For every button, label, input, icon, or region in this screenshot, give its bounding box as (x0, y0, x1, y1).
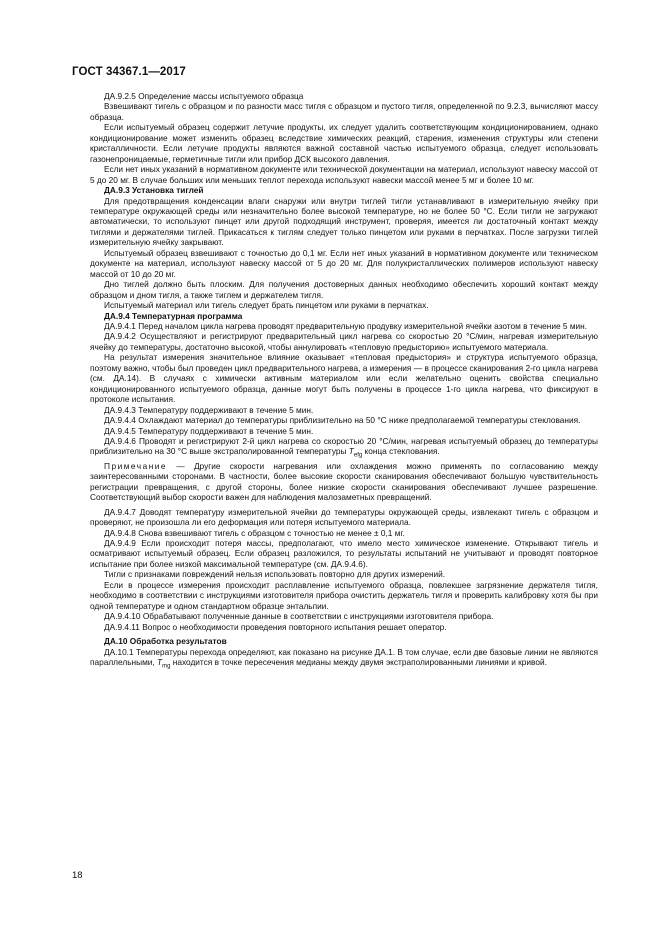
document-body (90, 91, 599, 670)
paragraph (90, 647, 598, 668)
paragraph: ДА.9.4.1 Перед началом цикла нагрева проводят предварительную продувку измерительной ячейки азотом в течение 5 мин. (104, 320, 588, 331)
note-text: — Другие скорости нагревания или охлаждения можно применять по согласованию между заинтересованными сторонами. В частности, более высокие скорости сканирования обеспечивают большую чувствительность регистрации превращения, с другой стороны, более низкие скорости сканирования обеспечивают лучшее разрешение. Соответствующий выбор скорости важен для наблюдения малозаметных превращений. (90, 460, 599, 503)
paragraph: Если в процессе измерения происходит расплавление испытуемого образца, повлекшее загрязнение держателя тигля, необходимо в соответствии с инструкциями изготовителя прибора очистить держатель тигля и проверить калибровку хотя бы при одной температуре и одном стандартном образце энтальпии. (90, 579, 598, 611)
paragraph: ДА.9.4.5 Температуру поддерживают в течение 5 мин. (104, 425, 314, 436)
paragraph (90, 435, 598, 460)
paragraph-text: ДА.10.1 Температуры перехода определяют, как показано на рисунке ДА.1. В том случае, если две базовые линии не являются параллельными, (90, 646, 598, 668)
paragraph-text: ДА.9.4.6 Проводят и регистрируют 2-й цикл нагрева со скоростью 20 °С/мин, нагревая испытуемый образец до температуры приблизительно на 30 °С выше экстраполированной температуры (90, 435, 598, 457)
symbol-t-mg: T (157, 657, 163, 668)
symbol-t-efg: T (348, 446, 354, 457)
note-label: Примечание (104, 460, 168, 471)
paragraph: ДА.9.4.8 Снова взвешивают тигель с образцом с точностью не менее ± 0,1 мг. (104, 527, 405, 538)
paragraph: Дно тиглей должно быть плоским. Для получения достоверных данных необходимо обеспечить хороший контакт между образцом и дном тигля, а также тиглем и держателем тигля. (90, 279, 598, 300)
paragraph: ДА.9.4.7 Доводят температуру измерительной ячейки до температуры окружающей среды, извлекают тигель с образцом и проверяют, не произошла ли его деформация или потеря испытуемого материала. (90, 506, 598, 528)
document-header: ГОСТ 34367.1—2017 (72, 66, 186, 78)
paragraph: Испытуемый материал или тигель следует брать пинцетом или руками в перчатках. (104, 300, 429, 311)
paragraph: ДА.9.4.11 Вопрос о необходимости проведения повторного испытания решает оператор. (104, 621, 447, 632)
paragraph: ДА.9.4.4 Охлаждают материал до температуры приблизительно на 50 °С ниже предполагаемой температуры стеклования. (104, 415, 581, 426)
paragraph: Взвешивают тигель с образцом и по разности масс тигля с образцом и пустого тигля, определенной по 9.2.3, вычисляют массу образца. (90, 101, 598, 122)
paragraph: ДА.9.4.9 Если происходит потеря массы, предполагают, что имело место химическое изменение. Открывают тигель и осматривают испытуемый образец. Если образец разложился, то результаты испытаний не учитывают и проводят повторное испытание при более низкой максимальной температуре (см. ДА.9.4.6). (90, 538, 598, 569)
symbol-t-efg-subscript: efg (353, 453, 363, 460)
paragraph: Если испытуемый образец содержит летучие продукты, их следует удалить соответствующим кондиционированием, однако кондиционирование может изменить образец вследствие химических реакций, старения, изменения структуры или степени кристалличности. Если летучие продукты являются важной составной частью испытуемого образца, следует использовать газонепроницаемые, герметичные тигли или прибор ДСК высокого давления. (90, 122, 598, 164)
paragraph: ДА.9.4.2 Осуществляют и регистрируют предварительный цикл нагрева со скоростью 20 °С/мин, нагревая измерительную ячейку до температуры, достаточно высокой, чтобы аннулировать «тепловую предысторию» испытуемого материала. (90, 331, 598, 352)
section-heading: ДА.10 Обработка результатов (104, 636, 227, 647)
section-heading: ДА.9.2.5 Определение массы испытуемого образца (104, 91, 304, 101)
paragraph: Тигли с признаками повреждений нельзя использовать повторно для других измерений. (104, 569, 446, 580)
section-heading: ДА.9.3 Установка тиглей (104, 185, 204, 196)
paragraph: На результат измерения значительное влияние оказывает «тепловая предыстория» и структура испытуемого образца, поэтому важно, чтобы был проведен цикл предварительного нагрева, а измерения — в процессе сканирования 2-го цикла нагрева (см. ДА.14). В случаях с химически активным материалом или если желательно оценить свойства специально кондиционированного испытуемого образца, данные могут быть получены в процессе 1-го цикла нагрева, что фиксируют в протоколе испытания. (90, 352, 598, 405)
section-heading: ДА.9.4 Температурная программа (104, 310, 243, 321)
paragraph: Для предотвращения конденсации влаги снаружи или внутри тиглей тигли устанавливают в измерительную ячейку при температуре окружающей среды или незначительно более высокой температуре, но не более 50 °С. Если тигли не загружают автоматически, то используют пинцет или другой подходящий инструмент, проверяя, имеется ли достаточный контакт между тиглями и держателями тиглей. Прикасаться к тиглям следует только пинцетом или руками в перчатках. После загрузки тиглей измерительную ячейку закрывают. (90, 195, 598, 248)
paragraph-text: конца стеклования. (364, 446, 440, 457)
paragraph: ДА.9.4.3 Температуру поддерживают в течение 5 мин. (104, 404, 314, 415)
symbol-t-mg-subscript: mg (162, 663, 171, 670)
paragraph: Испытуемый образец взвешивают с точностью до 0,1 мг. Если нет иных указаний в нормативном документе или техническом документе на материал, используют навеску массой от 5 до 20 мг. Для полукристаллических полимеров используют навеску массой от 10 до 20 мг. (90, 247, 598, 279)
page-number: 18 (72, 870, 83, 881)
paragraph: ДА.9.4.10 Обрабатывают полученные данные в соответствии с инструкциями изготовителя прибора. (104, 611, 494, 622)
paragraph-text: находится в точке пересечения медианы между двумя экстраполированными линиями и кривой. (172, 657, 547, 668)
note (90, 461, 598, 503)
paragraph: Если нет иных указаний в нормативном документе или технической документации на материал, используют навеску массой от 5 до 20 мг. В случае больших или меньших теплот перехода используют навески массой менее 5 мг и более 10 мг. (90, 164, 598, 185)
